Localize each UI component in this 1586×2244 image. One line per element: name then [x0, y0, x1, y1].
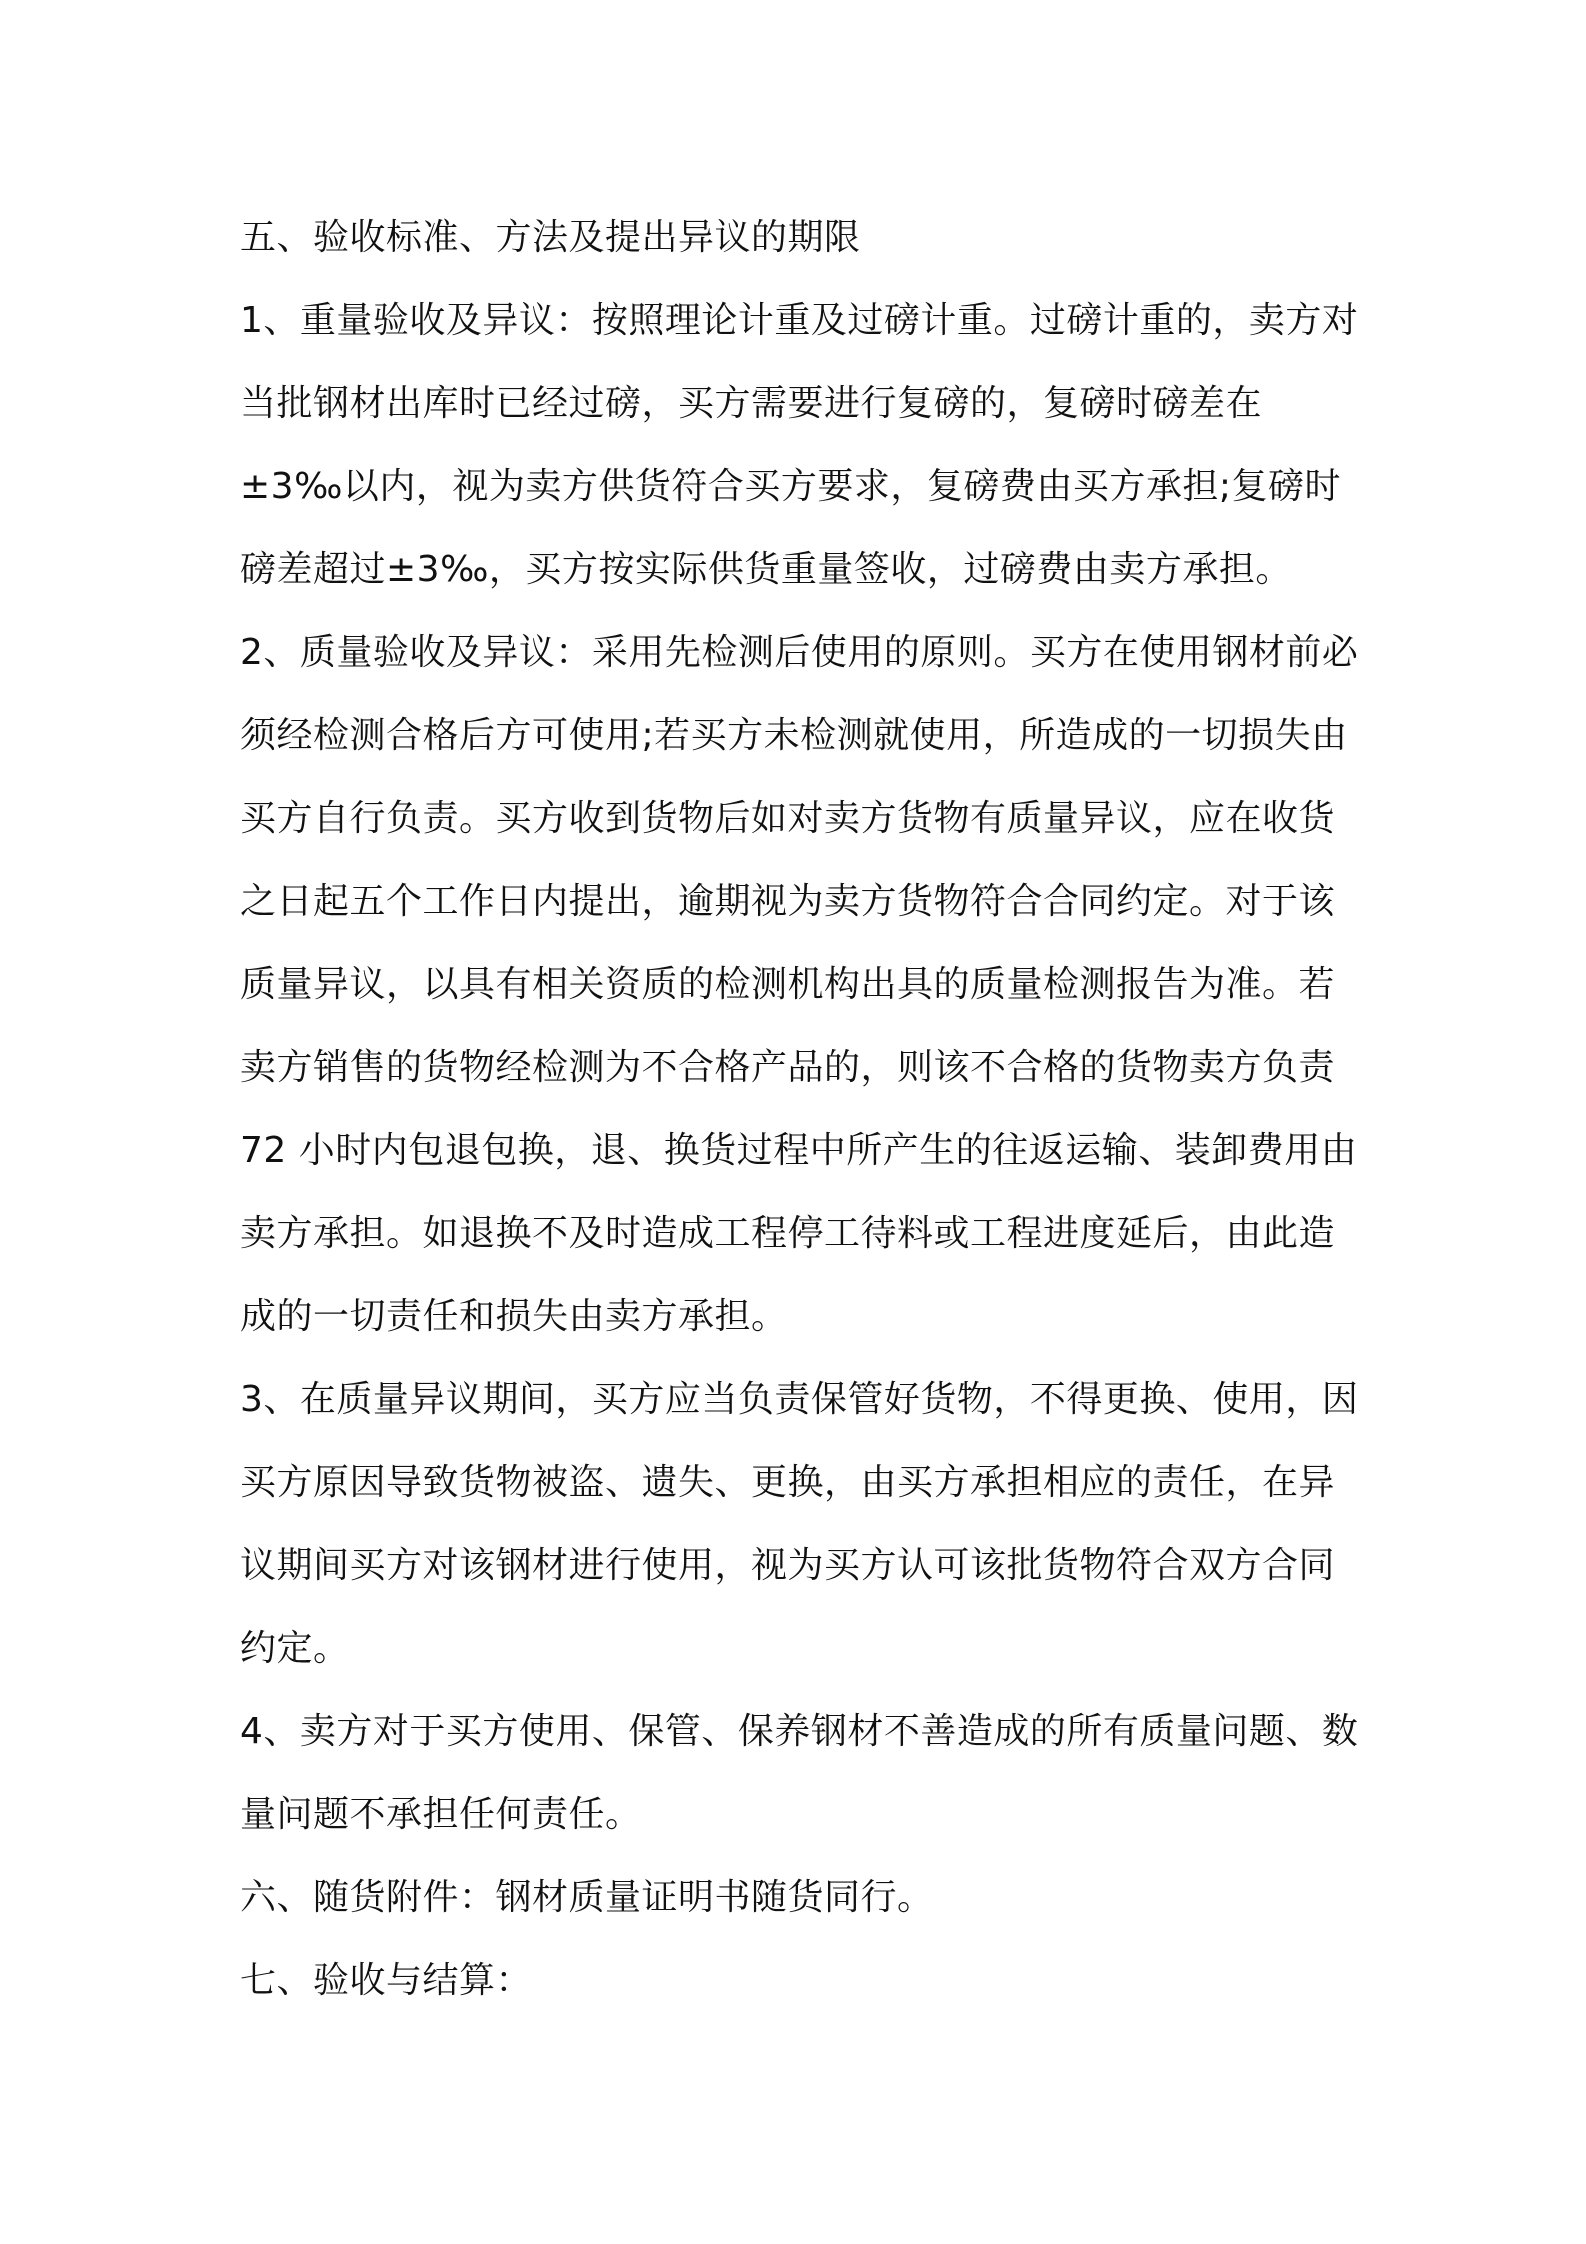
section-heading-six: 六、随货附件：钢材质量证明书随货同行。	[240, 1877, 934, 1918]
clause-weight-acceptance: 1、重量验收及异议：按照理论计重及过磅计重。过磅计重的，卖方对当批钢材出库时已经过磅，买方需要进行复磅的，复磅时磅差在±3‰以内，视为卖方供货符合买方要求，复磅费由买方承担;复磅时磅差超过±3‰，买方按实际供货重量签收，过磅费由卖方承担。	[240, 300, 1359, 590]
clause-seller-liability: 4、卖方对于买方使用、保管、保养钢材不善造成的所有质量问题、数量问题不承担任何责任。	[240, 1711, 1359, 1835]
document-body	[240, 196, 1360, 2022]
clause-objection-period: 3、在质量异议期间，买方应当负责保管好货物，不得更换、使用，因买方原因导致货物被盗、遗失、更换，由买方承担相应的责任，在异议期间买方对该钢材进行使用，视为买方认可该批货物符合双方合同约定。	[240, 1379, 1359, 1669]
section-heading-five: 五、验收标准、方法及提出异议的期限	[240, 217, 861, 258]
clause-quality-acceptance: 2、质量验收及异议：采用先检测后使用的原则。买方在使用钢材前必须经检测合格后方可使用;若买方未检测就使用，所造成的一切损失由买方自行负责。买方收到货物后如对卖方货物有质量异议，应在收货之日起五个工作日内提出，逾期视为卖方货物符合合同约定。对于该质量异议，以具有相关资质的检测机构出具的质量检测报告为准。若卖方销售的货物经检测为不合格产品的，则该不合格的货物卖方负责 72 小时内包退包换，退、换货过程中所产生的往返运输、装卸费用由卖方承担。如退换不及时造成工程停工待料或工程进度延后，由此造成的一切责任和损失由卖方承担。	[240, 632, 1359, 1337]
section-heading-seven: 七、验收与结算：	[240, 1960, 533, 2001]
